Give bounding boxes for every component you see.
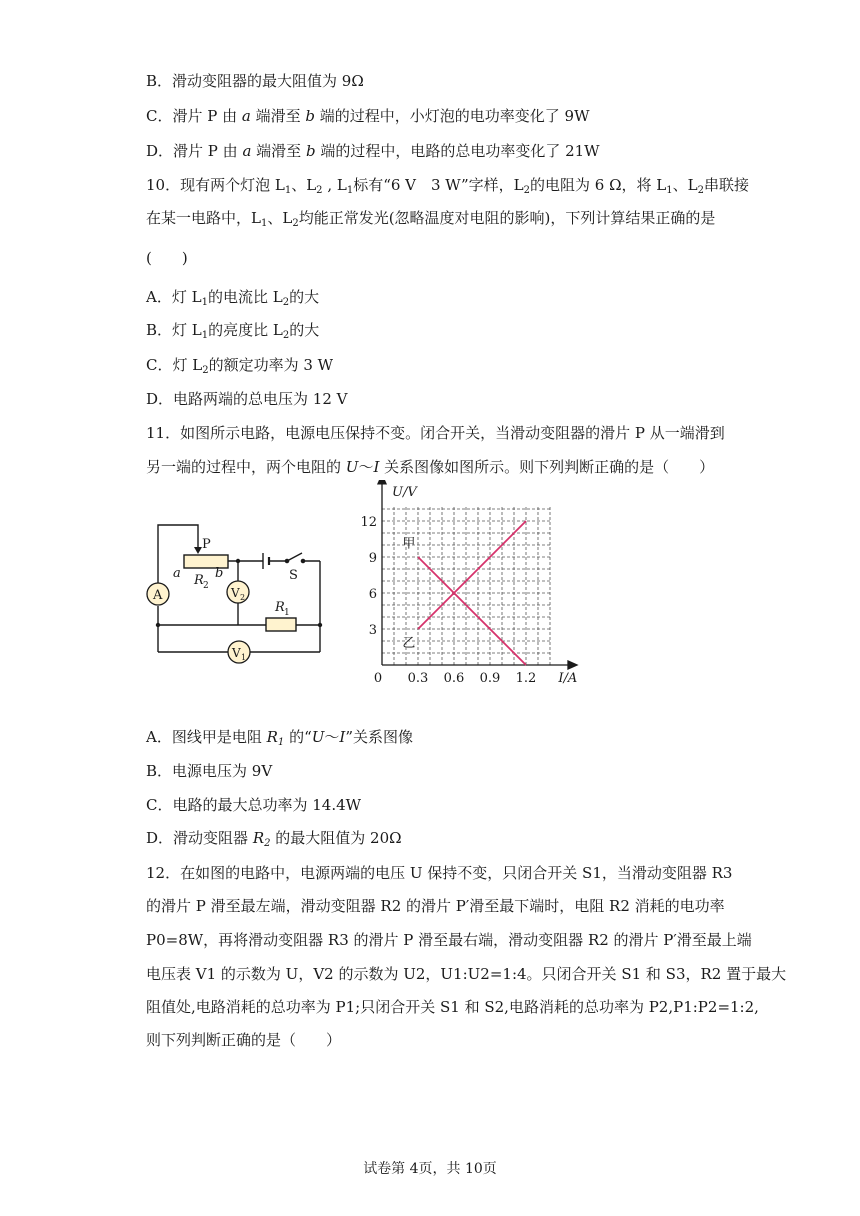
q9-option-b: B．滑动变阻器的最大阻值为 9Ω: [146, 72, 364, 90]
x-axis-label: I/A: [558, 671, 578, 686]
q10-stem-line-1: 10．现有两个灯泡 $L_1$、$L_2$ , $L_1$标有“6 V 3 W”字样，$L_2$的电阻为 6 Ω，将 $L_1$、$L_2$串联接: [146, 176, 749, 196]
svg-text:R: R: [275, 600, 285, 615]
series-label-yi: 乙: [402, 636, 416, 651]
q9-option-c: C．滑片 P 由 a 端滑至 b 端的过程中，小灯泡的电功率变化了 9W: [146, 107, 590, 125]
series-line-甲: [418, 557, 526, 665]
q10-option-b: B．灯 $L_1$的亮度比 $L_2$的大: [146, 321, 320, 341]
svg-text:V: V: [231, 586, 240, 600]
q12-stem-line-4: 电压表 V1 的示数为 U，V2 的示数为 U2，U1:U2=1:4。只闭合开关 S1 和 S3，R2 置于最大: [146, 965, 787, 983]
y-axis-label: U/V: [392, 485, 417, 500]
q9-option-d: D．滑片 P 由 a 端滑至 b 端的过程中，电路的总电功率变化了 21W: [146, 142, 600, 160]
y-tick-label: 12: [360, 515, 377, 530]
x-tick-label: 0.3: [407, 671, 429, 686]
svg-text:R: R: [194, 573, 204, 588]
y-tick-label: 9: [368, 551, 377, 566]
q12-stem-line-1: 12．在如图的电路中，电源两端的电压 U 保持不变，只闭合开关 S1，当滑动变阻器 R3: [146, 864, 733, 882]
q12-stem-line-3: P0=8W，再将滑动变阻器 R3 的滑片 P 滑至最右端，滑动变阻器 R2 的滑片 P′滑至最上端: [146, 931, 752, 949]
q11-stem-line-2: 另一端的过程中，两个电阻的 U～I 关系图像如图所示。则下列判断正确的是（ ）: [146, 458, 715, 476]
q11-option-c: C．电路的最大总功率为 14.4W: [146, 796, 362, 814]
y-tick-label: 3: [368, 623, 377, 638]
x-tick-label: 0.6: [443, 671, 465, 686]
svg-text:2: 2: [203, 581, 209, 591]
q12-stem-line-6: 则下列判断正确的是（ ）: [146, 1031, 342, 1049]
q11-option-a: A．图线甲是电阻 $R_1$ 的“U～I”关系图像: [146, 728, 414, 748]
q11-option-b: B．电源电压为 9V: [146, 762, 273, 780]
q10-option-a: A．灯 $L_1$的电流比 $L_2$的大: [146, 288, 320, 308]
q10-answer-bracket: ( ): [146, 249, 188, 267]
y-tick-label: 6: [368, 587, 377, 602]
svg-text:2: 2: [240, 593, 246, 602]
q12-stem-line-5: 阻值处,电路消耗的总功率为 P1;只闭合开关 S1 和 S2,电路消耗的总功率为 P2,P1:P2=1:2,: [146, 998, 759, 1016]
q10-option-d: D．电路两端的总电压为 12 V: [146, 390, 348, 408]
svg-text:1: 1: [241, 653, 247, 662]
page-footer: 试卷第 4页，共 10页: [363, 1161, 497, 1177]
svg-text:V: V: [232, 646, 241, 660]
q11-option-d: D．滑动变阻器 $R_2$ 的最大阻值为 20Ω: [146, 829, 402, 849]
svg-text:a: a: [173, 566, 181, 581]
circuit-diagram: [140, 515, 340, 675]
svg-text:S: S: [289, 568, 298, 583]
svg-text:P: P: [202, 537, 211, 552]
x-tick-label: 0.9: [479, 671, 501, 686]
u-i-chart: [360, 480, 600, 690]
x-tick-label: 1.2: [515, 671, 537, 686]
svg-text:1: 1: [284, 608, 290, 618]
q11-stem-line-1: 11．如图所示电路，电源电压保持不变。闭合开关，当滑动变阻器的滑片 P 从一端滑到: [146, 424, 725, 442]
svg-text:A: A: [153, 588, 163, 603]
svg-text:b: b: [215, 566, 224, 581]
q10-option-c: C．灯 $L_2$的额定功率为 3 W: [146, 356, 334, 376]
q10-stem-line-2: 在某一电路中，$L_1$、$L_2$均能正常发光(忽略温度对电阻的影响)，下列计算结果正确的是: [146, 209, 716, 229]
series-line-乙: [418, 521, 526, 629]
series-label-jia: 甲: [402, 536, 416, 552]
y-axis-arrow-icon: [378, 480, 386, 484]
x-axis-arrow-icon: [568, 661, 577, 669]
q12-stem-line-2: 的滑片 P 滑至最左端，滑动变阻器 R2 的滑片 P′滑至最下端时，电阻 R2 消耗的电功率: [146, 897, 725, 915]
x-tick-label: 0: [373, 671, 383, 686]
